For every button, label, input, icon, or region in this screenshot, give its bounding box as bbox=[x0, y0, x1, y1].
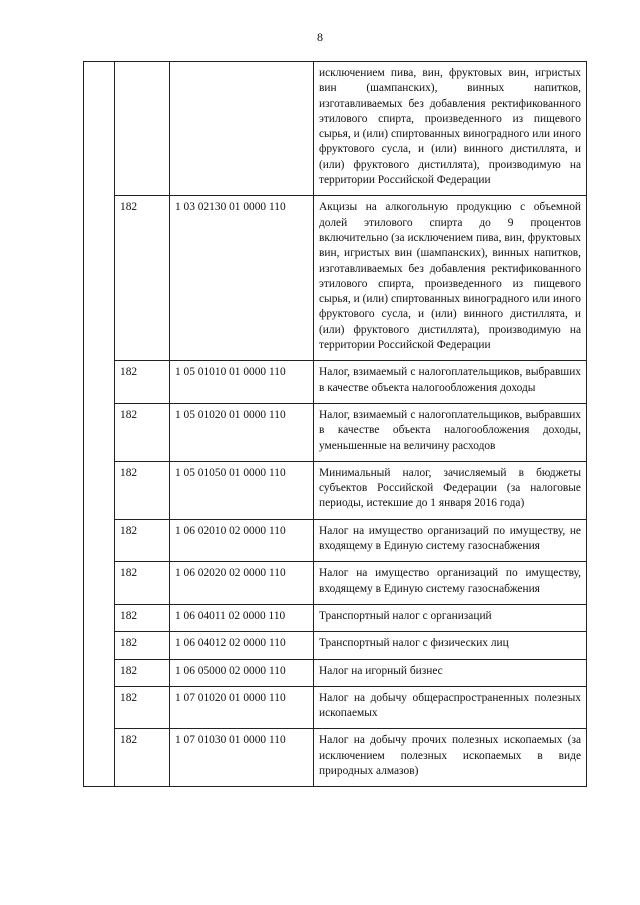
revenue-name-cell: Налог на имущество организаций по имуществу, входящему в Единую систему газоснабжения bbox=[314, 562, 587, 605]
admin-code-cell: 182 bbox=[115, 461, 170, 519]
admin-code-cell bbox=[115, 62, 170, 196]
budget-code-cell: 1 06 02010 02 0000 110 bbox=[170, 519, 314, 562]
table-row bbox=[84, 562, 587, 605]
table-row bbox=[84, 196, 587, 361]
budget-code-cell: 1 06 04011 02 0000 110 bbox=[170, 604, 314, 631]
admin-code-cell: 182 bbox=[115, 686, 170, 729]
table-row bbox=[84, 729, 587, 787]
revenue-name-cell: исключением пива, вин, фруктовых вин, игристых вин (шампанских), винных напитков, изготавливаемых без добавления ректификованного этилового спирта, произведенного из пищевого сырья, и (или) спиртованных виноградного или иного фруктового сусла, и (или) винного дистиллята, и (или) фруктового дистиллята), производимую на территории Российской Федерации bbox=[314, 62, 587, 196]
budget-code-cell: 1 05 01010 01 0000 110 bbox=[170, 361, 314, 404]
table-row bbox=[84, 659, 587, 686]
revenue-name-cell: Налог на игорный бизнес bbox=[314, 659, 587, 686]
admin-code-cell: 182 bbox=[115, 632, 170, 659]
revenue-name-cell: Транспортный налог с организаций bbox=[314, 604, 587, 631]
table-row bbox=[84, 632, 587, 659]
budget-code-cell: 1 06 05000 02 0000 110 bbox=[170, 659, 314, 686]
table-row bbox=[84, 403, 587, 461]
budget-code-cell bbox=[170, 62, 314, 196]
revenue-name-cell: Акцизы на алкогольную продукцию с объемной долей этилового спирта до 9 процентов включительно (за исключением пива, вин, фруктовых вин, игристых вин (шампанских), винных напитков, изготавливаемых без добавления ректификованного этилового спирта, произведенного из пищевого сырья, и (или) спиртованных виноградного или иного фруктового сусла, и (или) винного дистиллята, и (или) фруктового дистиллята), производимую на территории Российской Федерации bbox=[314, 196, 587, 361]
admin-code-cell: 182 bbox=[115, 729, 170, 787]
table-row bbox=[84, 461, 587, 519]
admin-code-cell: 182 bbox=[115, 403, 170, 461]
page-number: 8 bbox=[317, 30, 323, 44]
table-row bbox=[84, 62, 587, 196]
revenue-name-cell: Транспортный налог с физических лиц bbox=[314, 632, 587, 659]
revenue-name-cell: Налог, взимаемый с налогоплательщиков, выбравших в качестве объекта налогообложения доходы, уменьшенные на величину расходов bbox=[314, 403, 587, 461]
budget-code-cell: 1 06 04012 02 0000 110 bbox=[170, 632, 314, 659]
budget-code-cell: 1 07 01020 01 0000 110 bbox=[170, 686, 314, 729]
budget-code-cell: 1 05 01020 01 0000 110 bbox=[170, 403, 314, 461]
budget-code-cell: 1 07 01030 01 0000 110 bbox=[170, 729, 314, 787]
table-row bbox=[84, 519, 587, 562]
table-row bbox=[84, 686, 587, 729]
revenue-name-cell: Налог на добычу прочих полезных ископаемых (за исключением полезных ископаемых в виде природных алмазов) bbox=[314, 729, 587, 787]
revenue-name-cell: Налог, взимаемый с налогоплательщиков, выбравших в качестве объекта налогообложения доходы bbox=[314, 361, 587, 404]
table-row bbox=[84, 604, 587, 631]
admin-code-cell: 182 bbox=[115, 361, 170, 404]
budget-code-table bbox=[83, 61, 587, 787]
revenue-name-cell: Налог на имущество организаций по имуществу, не входящему в Единую систему газоснабжения bbox=[314, 519, 587, 562]
revenue-name-cell: Налог на добычу общераспространенных полезных ископаемых bbox=[314, 686, 587, 729]
revenue-name-cell: Минимальный налог, зачисляемый в бюджеты субъектов Российской Федерации (за налоговые периоды, истекшие до 1 января 2016 года) bbox=[314, 461, 587, 519]
table-row bbox=[84, 361, 587, 404]
blank-column-cell bbox=[84, 62, 115, 787]
budget-code-cell: 1 06 02020 02 0000 110 bbox=[170, 562, 314, 605]
admin-code-cell: 182 bbox=[115, 659, 170, 686]
admin-code-cell: 182 bbox=[115, 562, 170, 605]
admin-code-cell: 182 bbox=[115, 519, 170, 562]
budget-code-cell: 1 05 01050 01 0000 110 bbox=[170, 461, 314, 519]
admin-code-cell: 182 bbox=[115, 604, 170, 631]
admin-code-cell: 182 bbox=[115, 196, 170, 361]
budget-code-cell: 1 03 02130 01 0000 110 bbox=[170, 196, 314, 361]
